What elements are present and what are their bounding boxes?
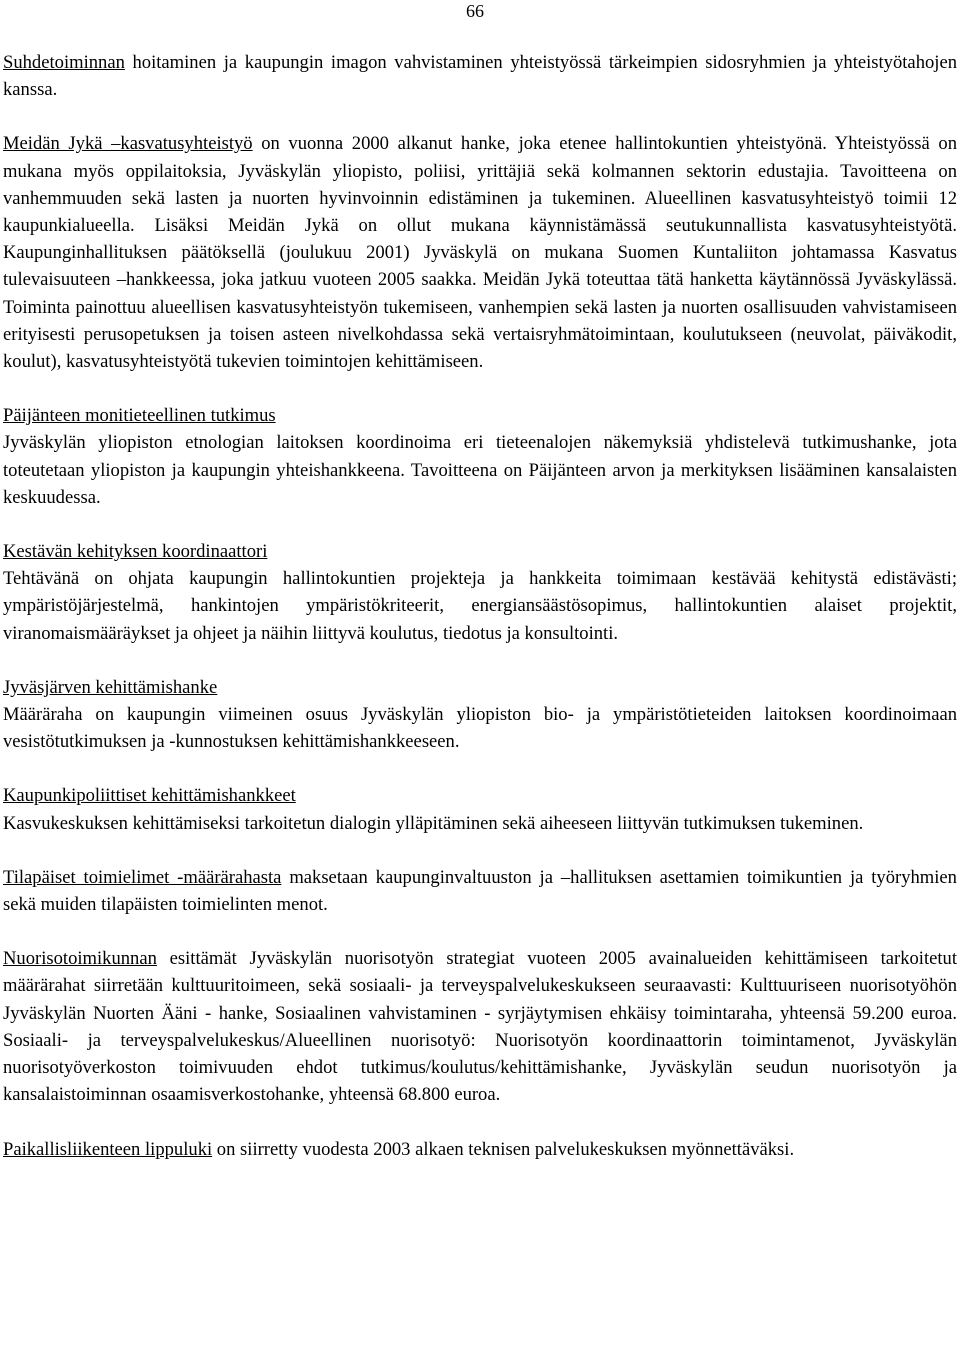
paragraph-spacer xyxy=(3,837,957,864)
paragraph-suhdetoiminta xyxy=(3,49,957,103)
paragraph-lead-term: Suhdetoiminnan xyxy=(3,52,125,73)
paragraph-spacer xyxy=(3,918,957,945)
paragraph-spacer xyxy=(3,103,957,130)
paragraph-text: on siirretty vuodesta 2003 alkaen teknisen palvelukeskuksen myönnettäväksi. xyxy=(212,1138,795,1160)
section-heading-kestava-kehitys: Kestävän kehityksen koordinaattori xyxy=(3,541,268,563)
paragraph-text: esittämät Jyväskylän nuorisotyön strategiat vuoteen 2005 avainalueiden kehittämiseen tarkoitetut määrärahat siirretään kulttuuritoimeen, sekä sosiaali- ja terveyspalvelukeskukseen seuraavasti: Kulttuuriseen nuorisotyöhön Jyväskylän Nuorten Ääni - hanke, Sosiaalinen vahvistaminen - syrjäytymisen ehkäisy toimintaraha, yhteensä 59.200 euroa. Sosiaali- ja terveyspalvelukeskus/Alueellinen nuorisotyö: Nuorisotyön koordinaattorin toimintamenot, Jyväskylän nuorisotyöverkoston toimivuuden ehdot tutkimus/koulutus/kehittämishanke, Jyväskylän seudun nuorisotyön ja kansalaistoiminnan osaamisverkostohanke, yhteensä 68.800 euroa. xyxy=(3,948,957,1106)
paragraph-tilapaiset-toimielimet xyxy=(3,864,957,918)
paragraph-paijanne: Jyväskylän yliopiston etnologian laitoksen koordinoima eri tieteenalojen näkemyksiä yhdistelevä tutkimushanke, jota toteutetaan yliopiston ja kaupungin yhteishankkeena. Tavoitteena on Päijänteen arvon ja merkityksen lisääminen kansalaisten keskuudessa. xyxy=(3,432,957,508)
paragraph-nuorisotoimikunta xyxy=(3,945,957,1108)
paragraph-meidan-jyka xyxy=(3,130,957,375)
paragraph-paikallisliikenne xyxy=(3,1136,957,1163)
paragraph-jyvasjarvi: Määräraha on kaupungin viimeinen osuus Jyväskylän yliopiston bio- ja ympäristötieteiden laitoksen koordinoimaan vesistötutkimuksen ja -kunnostuksen kehittämishankkeeseen. xyxy=(3,704,957,753)
paragraph-spacer xyxy=(3,647,957,674)
section-heading-jyvasjarvi: Jyväsjärven kehittämishanke xyxy=(3,676,218,698)
paragraph-kestava-kehitys: Tehtävänä on ohjata kaupungin hallintokuntien projekteja ja hankkeita toimimaan kestävää kehitystä edistävästi; ympäristöjärjestelmä, hankintojen ympäristökriteerit, energiansäästösopimus, hallintokuntien alaiset projektit, viranomaismääräykset ja ohjeet ja näihin liittyvä koulutus, tiedotus ja konsultointi. xyxy=(3,568,957,644)
paragraph-text: hoitaminen ja kaupungin imagon vahvistaminen yhteistyössä tärkeimpien sidosryhmien ja yhteistyötahojen kanssa. xyxy=(3,52,957,101)
page-number: 66 xyxy=(466,1,484,21)
section-heading-kaupunkipolitiikka: Kaupunkipoliittiset kehittämishankkeet xyxy=(3,785,296,807)
paragraph-lead-term: Nuorisotoimikunnan xyxy=(3,948,157,970)
paragraph-kaupunkipolitiikka: Kasvukeskuksen kehittämiseksi tarkoitetun dialogin ylläpitäminen sekä aiheeseen liittyvän tutkimuksen tukeminen. xyxy=(3,812,864,834)
paragraph-lead-term: Tilapäiset toimielimet -määrärahasta xyxy=(3,866,282,888)
document-body xyxy=(3,49,957,1163)
paragraph-spacer xyxy=(3,755,957,782)
paragraph-spacer xyxy=(3,375,957,402)
paragraph-lead-term: Paikallisliikenteen lippuluki xyxy=(3,1138,213,1160)
paragraph-spacer xyxy=(3,1109,957,1136)
section-heading-paijanne: Päijänteen monitieteellinen tutkimus xyxy=(3,405,276,427)
paragraph-spacer xyxy=(3,511,957,538)
paragraph-lead-term: Meidän Jykä –kasvatusyhteistyö xyxy=(3,133,253,155)
paragraph-text: on vuonna 2000 alkanut hanke, joka etenee hallintokuntien yhteistyönä. Yhteistyössä on mukana myös oppilaitoksia, Jyväskylän yliopisto, poliisi, yrittäjiä sekä kolmannen sektorin edustajia. Tavoitteena on vanhemmuuden sekä lasten ja nuorten hyvinvoinnin edistäminen ja tukeminen. Alueellinen kasvatusyhteistyö toimii 12 kaupunkialueella. Lisäksi Meidän Jykä on ollut mukana käynnistämässä seutukunnallista kasvatusyhteistyötä. Kaupunginhallituksen päätöksellä (joulukuu 2001) Jyväskylä on mukana Suomen Kuntaliiton johtamassa Kasvatus tulevaisuuteen –hankkeessa, joka jatkuu vuoteen 2005 saakka. Meidän Jykä toteuttaa tätä hanketta käytännössä Jyväskylässä. Toiminta painottuu alueellisen kasvatusyhteistyön tukemiseen, vanhempien sekä lasten ja nuorten osallisuuden vahvistamiseen erityisesti perusopetuksen ja toisen asteen nivelkohdassa sekä vertaisryhmätoimintaan, koulutukseen (neuvolat, päiväkodit, koulut), kasvatusyhteistyötä tukevien toimintojen kehittämiseen. xyxy=(3,133,957,373)
paragraph-text: maksetaan kaupunginvaltuuston ja –hallituksen asettamien toimikuntien ja työryhmien sekä muiden tilapäisten toimielinten menot. xyxy=(3,866,957,916)
